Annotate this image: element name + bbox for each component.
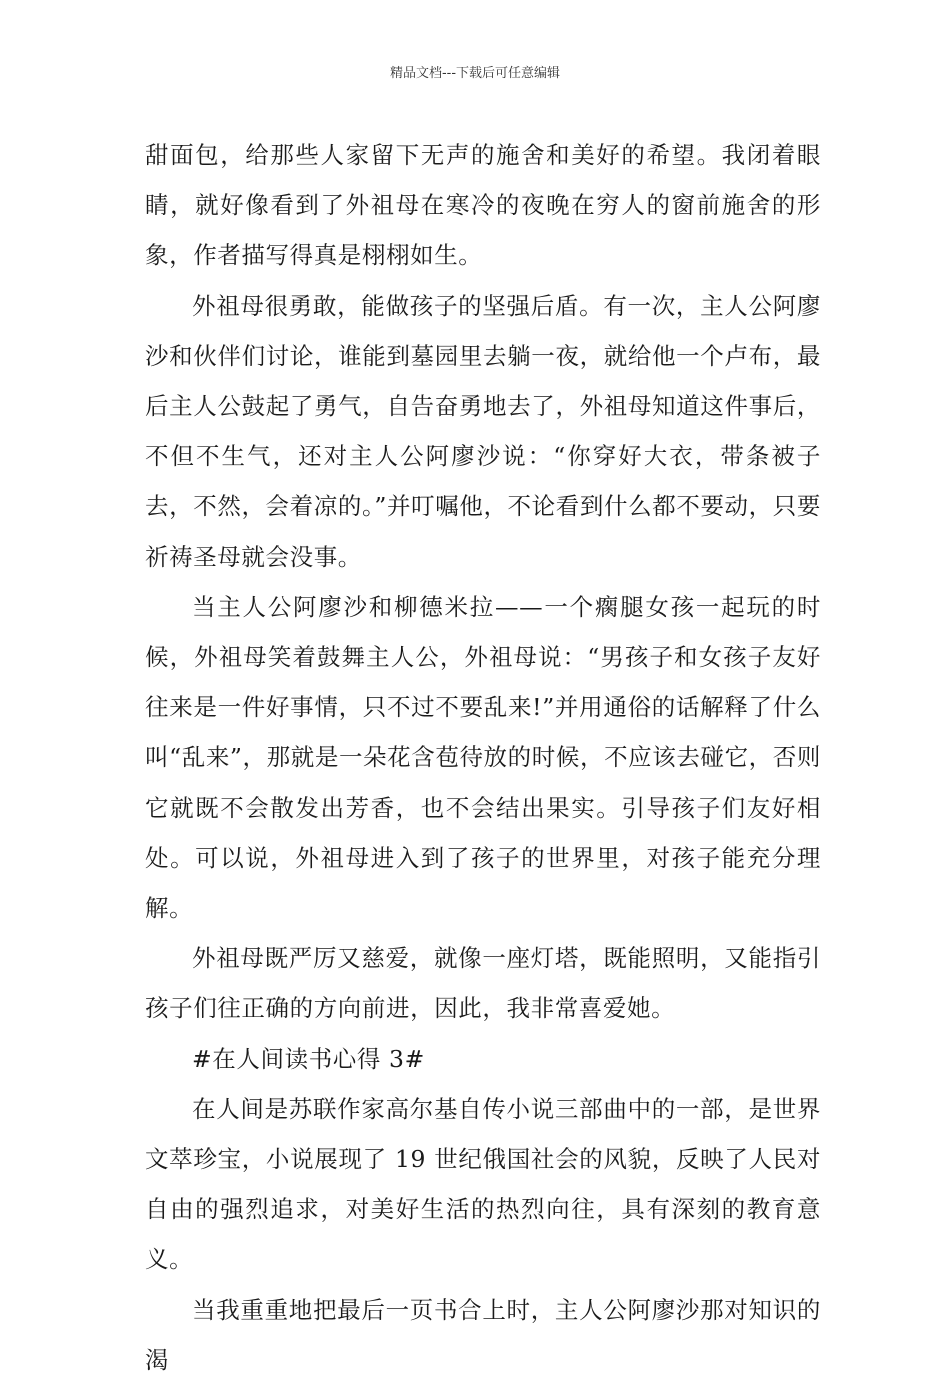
page-header: 精品文档---下载后可任意编辑 bbox=[389, 66, 561, 81]
paragraph-continuation: 甜面包，给那些人家留下无声的施舍和美好的希望。我闭着眼睛，就好像看到了外祖母在寒冷的夜晚在穷人的窗前施舍的形象，作者描写得真是栩栩如生。 bbox=[145, 141, 821, 270]
section-heading: #在人间读书心得 3# bbox=[192, 1044, 425, 1073]
paragraph-closing: 当我重重地把最后一页书合上时，主人公阿廖沙那对知识的渴 bbox=[145, 1295, 821, 1374]
paragraph-courage: 外祖母很勇敢，能做孩子的坚强后盾。有一次，主人公阿廖沙和伙伴们讨论，谁能到墓园里去躺一夜，就给他一个卢布，最后主人公鼓起了勇气，自告奋勇地去了，外祖母知道这件事后，不但不生气，还对主人公阿廖沙说：“你穿好大衣，带条被子去，不然，会着凉的。”并叮嘱他，不论看到什么都不要动，只要祈祷圣母就会没事。 bbox=[145, 291, 821, 571]
paragraph-friendship: 当主人公阿廖沙和柳德米拉——一个瘸腿女孩一起玩的时候，外祖母笑着鼓舞主人公，外祖母说：“男孩子和女孩子友好往来是一件好事情，只不过不要乱来!”并用通俗的话解释了什么叫“乱来”，那就是一朵花含苞待放的时候，不应该去碰它，否则它就既不会散发出芳香，也不会结出果实。引导孩子们友好相处。可以说，外祖母进入到了孩子的世界里，对孩子能充分理解。 bbox=[145, 592, 821, 923]
paragraph-lighthouse: 外祖母既严厉又慈爱，就像一座灯塔，既能照明，又能指引孩子们往正确的方向前进，因此，我非常喜爱她。 bbox=[145, 944, 821, 1023]
paragraph-intro: 在人间是苏联作家高尔基自传小说三部曲中的一部，是世界文萃珍宝，小说展现了 19 世纪俄国社会的风貌，反映了人民对自由的强烈追求，对美好生活的热烈向往，具有深刻的教育意义。 bbox=[145, 1094, 821, 1274]
document-body bbox=[145, 130, 821, 1385]
